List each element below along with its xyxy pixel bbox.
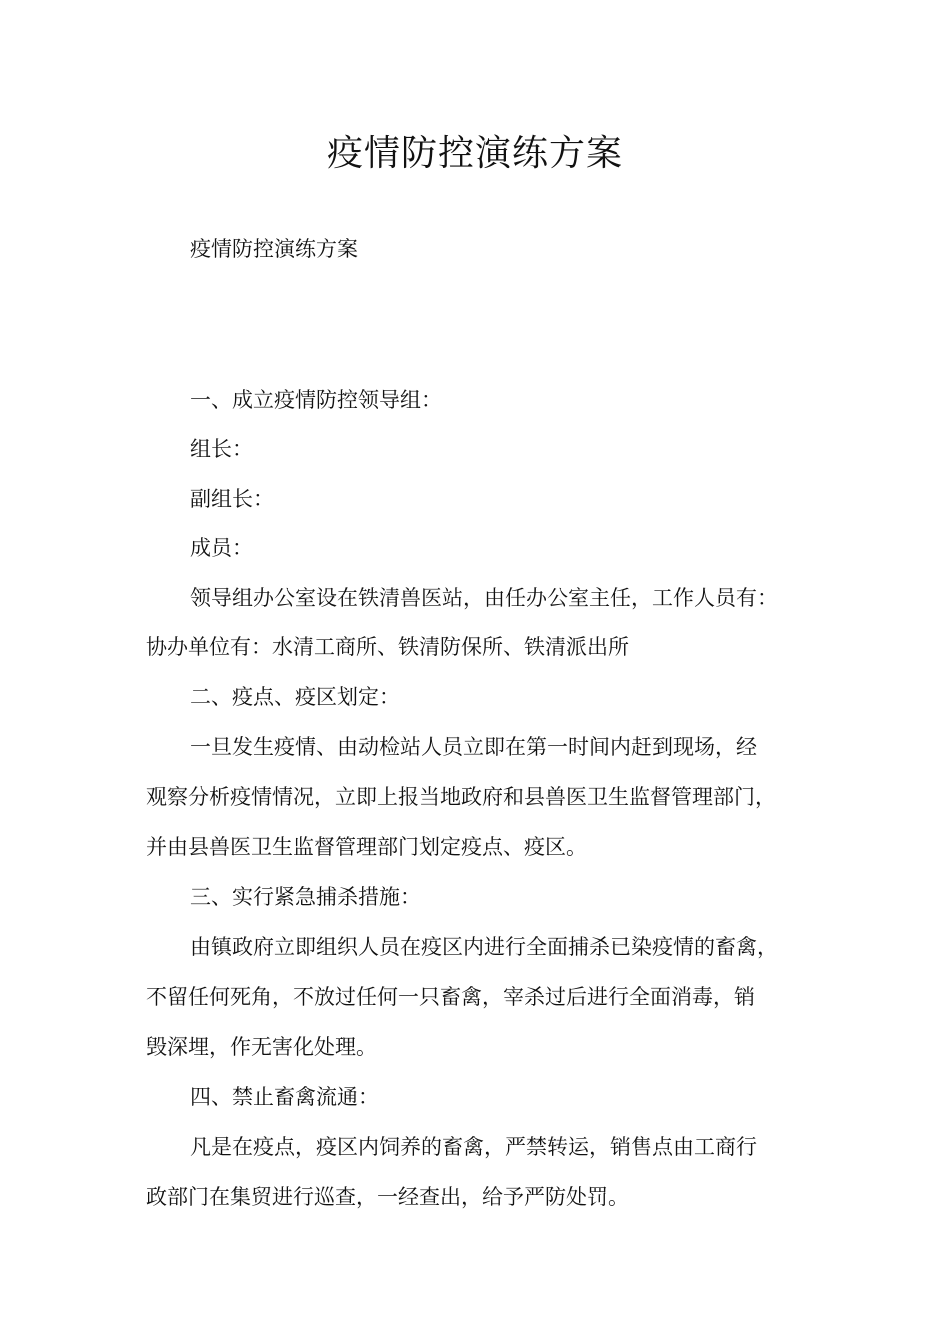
paragraph-line: 组长： <box>190 437 253 461</box>
paragraph-line: 毁深埋，作无害化处理。 <box>146 1035 377 1059</box>
section-heading-circulation-ban: 四、禁止畜禽流通： <box>190 1085 379 1109</box>
section-heading-leadership: 一、成立疫情防控领导组： <box>190 388 442 412</box>
document-title: 疫情防控演练方案 <box>326 133 623 174</box>
paragraph-line: 领导组办公室设在铁清兽医站，由任办公室主任，工作人员有： <box>190 586 778 610</box>
section-heading-culling: 三、实行紧急捕杀措施： <box>190 885 421 909</box>
paragraph-line: 不留任何死角，不放过任何一只畜禽，宰杀过后进行全面消毒，销 <box>146 985 755 1009</box>
paragraph-line: 并由县兽医卫生监督管理部门划定疫点、疫区。 <box>146 835 587 859</box>
paragraph-line: 凡是在疫点，疫区内饲养的畜禽，严禁转运，销售点由工商行 <box>190 1135 757 1159</box>
paragraph-line: 政部门在集贸进行巡查，一经查出，给予严防处罚。 <box>146 1185 629 1209</box>
section-heading-epidemic-zone: 二、疫点、疫区划定： <box>190 685 400 709</box>
paragraph-line: 一旦发生疫情、由动检站人员立即在第一时间内赶到现场，经 <box>190 735 757 759</box>
paragraph-line: 成员： <box>190 536 253 560</box>
paragraph-line: 协办单位有：水清工商所、铁清防保所、铁清派出所 <box>146 635 629 659</box>
paragraph-line: 由镇政府立即组织人员在疫区内进行全面捕杀已染疫情的畜禽， <box>190 935 778 959</box>
document-subtitle: 疫情防控演练方案 <box>190 237 358 261</box>
paragraph-line: 观察分析疫情情况，立即上报当地政府和县兽医卫生监督管理部门， <box>146 785 776 809</box>
paragraph-line: 副组长： <box>190 487 274 511</box>
